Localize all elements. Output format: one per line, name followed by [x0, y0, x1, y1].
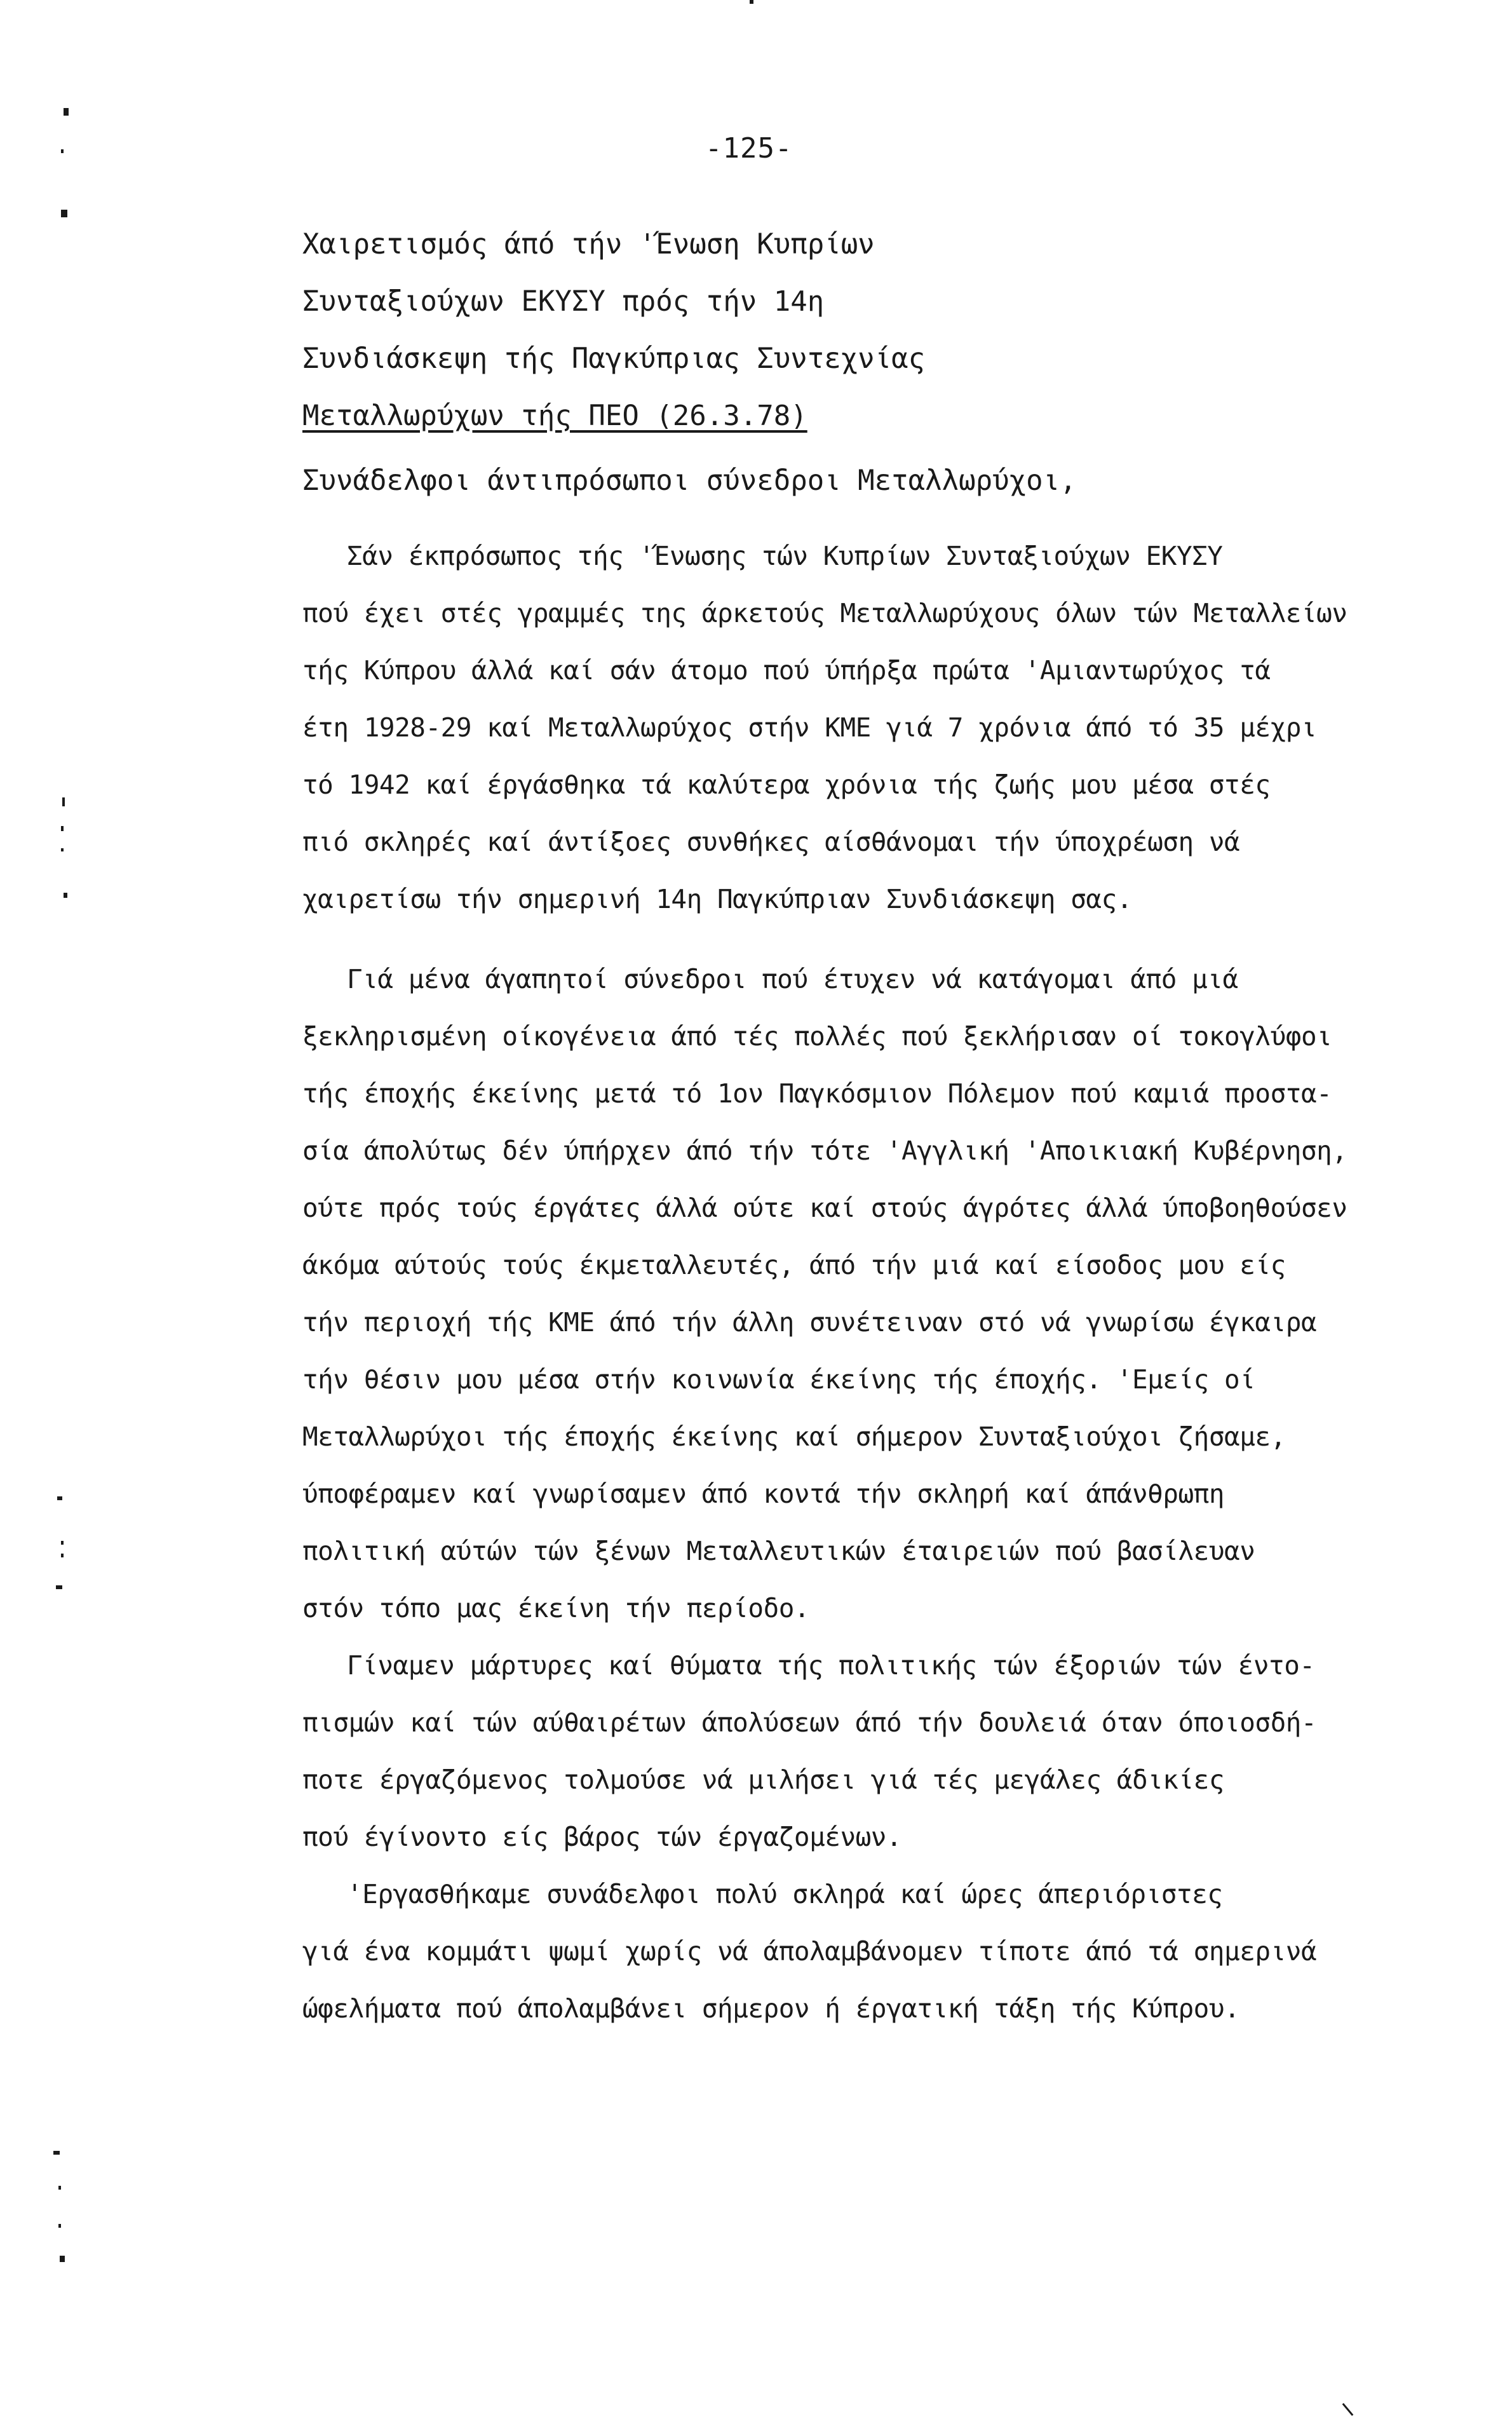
text-line: άκόμα αύτούς τούς έκμεταλλευτές, άπό τήν μιά καί είσοδος μου είς — [302, 1250, 1286, 1280]
text-line: ούτε πρός τούς έργάτες άλλά ούτε καί στούς άγρότες άλλά ύποβοηθούσεν — [302, 1193, 1347, 1223]
scan-speck — [64, 108, 69, 116]
scan-speck — [61, 1554, 64, 1557]
scan-speck — [60, 2256, 65, 2262]
scan-speck — [61, 826, 64, 831]
salutation: Συνάδελφοι άντιπρόσωποι σύνεδροι Μεταλλωρύχοι, — [302, 464, 1077, 497]
scan-speck — [56, 1585, 62, 1589]
scan-speck — [62, 797, 65, 806]
document-title — [302, 216, 1382, 445]
text-line: τό 1942 καί έργάσθηκα τά καλύτερα χρόνια τής ζωής μου μέσα στές — [302, 769, 1271, 800]
letter-body — [302, 527, 1382, 2037]
text-line: 'Εργασθήκαμε συνάδελφοι πολύ σκληρά καί ώρες άπεριόριστες — [347, 1879, 1223, 1909]
text-line: τής έποχής έκείνης μετά τό 1ον Παγκόσμιον Πόλεμον πού καμιά προστα- — [302, 1078, 1332, 1109]
text-line: πού έχει στές γραμμές της άρκετούς Μεταλλωρύχους όλων τών Μεταλλείων — [302, 598, 1347, 628]
paragraph-4 — [302, 1866, 1382, 2037]
scan-speck — [57, 1496, 62, 1500]
scan-speck — [58, 2224, 61, 2228]
text-line: τής Κύπρου άλλά καί σάν άτομο πού ύπήρξα πρώτα 'Αμιαντωρύχος τά — [302, 655, 1271, 686]
scan-speck — [61, 1541, 64, 1545]
title-line: Χαιρετισμός άπό τήν 'Ένωση Κυπρίων — [302, 228, 875, 261]
text-line: γιά ένα κομμάτι ψωμί χωρίς νά άπολαμβάνομεν τίποτε άπό τά σημερινά — [302, 1936, 1317, 1967]
text-line: Μεταλλωρύχοι τής έποχής έκείνης καί σήμερον Συνταξιούχοι ζήσαμε, — [302, 1421, 1286, 1452]
page-number: -125- — [705, 132, 793, 165]
text-line: χαιρετίσω τήν σημερινή 14η Παγκύπριαν Συνδιάσκεψη σας. — [302, 884, 1132, 914]
text-line: σία άπολύτως δέν ύπήρχεν άπό τήν τότε 'Αγγλική 'Αποικιακή Κυβέρνηση, — [302, 1135, 1347, 1166]
text-line: τήν περιοχή τής ΚΜΕ άπό τήν άλλη συνέτειναν στό νά γνωρίσω έγκαιρα — [302, 1307, 1317, 1338]
text-line: πού έγίνοντο είς βάρος τών έργαζομένων. — [302, 1822, 902, 1852]
scan-speck — [61, 210, 67, 217]
scan-speck — [750, 0, 753, 4]
text-line: Γιά μένα άγαπητοί σύνεδροι πού έτυχεν νά κατάγομαι άπό μιά — [347, 964, 1238, 994]
text-line: ώφελήματα πού άπολαμβάνει σήμερον ή έργατική τάξη τής Κύπρου. — [302, 1993, 1240, 2024]
title-line: Συνταξιούχων ΕΚΥΣΥ πρός τήν 14η — [302, 285, 825, 318]
scan-speck — [61, 848, 64, 851]
title-line: Συνδιάσκεψη τής Παγκύπριας Συντεχνίας — [302, 342, 926, 375]
text-line: πισμών καί τών αύθαιρέτων άπολύσεων άπό τήν δουλειά όταν όποιοσδή- — [302, 1707, 1317, 1738]
paragraph-2 — [302, 951, 1382, 1637]
text-line: ξεκληρισμένη οίκογένεια άπό τές πολλές πού ξεκλήρισαν οί τοκογλύφοι — [302, 1021, 1332, 1052]
scan-speck — [64, 893, 67, 898]
text-line: Γίναμεν μάρτυρες καί θύματα τής πολιτικής τών έξοριών τών έντο- — [347, 1650, 1315, 1681]
text-line: τήν θέσιν μου μέσα στήν κοινωνία έκείνης τής έποχής. 'Εμείς οί — [302, 1364, 1255, 1395]
text-line: πολιτική αύτών τών ξένων Μεταλλευτικών έταιρειών πού βασίλευαν — [302, 1536, 1255, 1566]
paragraph-1 — [302, 527, 1382, 928]
title-line: Μεταλλωρύχων τής ΠΕΟ (26.3.78) — [302, 400, 807, 432]
text-line: ύποφέραμεν καί γνωρίσαμεν άπό κοντά τήν σκληρή καί άπάνθρωπη — [302, 1479, 1225, 1509]
text-line: πιό σκληρές καί άντίξοες συνθήκες αίσθάνομαι τήν ύποχρέωση νά — [302, 827, 1240, 857]
text-line: έτη 1928-29 καί Μεταλλωρύχος στήν ΚΜΕ γιά 7 χρόνια άπό τό 35 μέχρι — [302, 712, 1317, 743]
text-line: Σάν έκπρόσωπος τής 'Ένωσης τών Κυπρίων Συνταξιούχων ΕΚΥΣΥ — [347, 541, 1223, 571]
paragraph-3 — [302, 1637, 1382, 1866]
text-line: στόν τόπο μας έκείνη τήν περίοδο. — [302, 1593, 810, 1623]
scan-speck — [58, 2186, 61, 2190]
scan-speck — [53, 2151, 60, 2155]
scan-speck — [61, 149, 64, 153]
text-line: ποτε έργαζόμενος τολμούσε νά μιλήσει γιά τές μεγάλες άδικίες — [302, 1765, 1225, 1795]
scan-speck — [1342, 2403, 1354, 2416]
